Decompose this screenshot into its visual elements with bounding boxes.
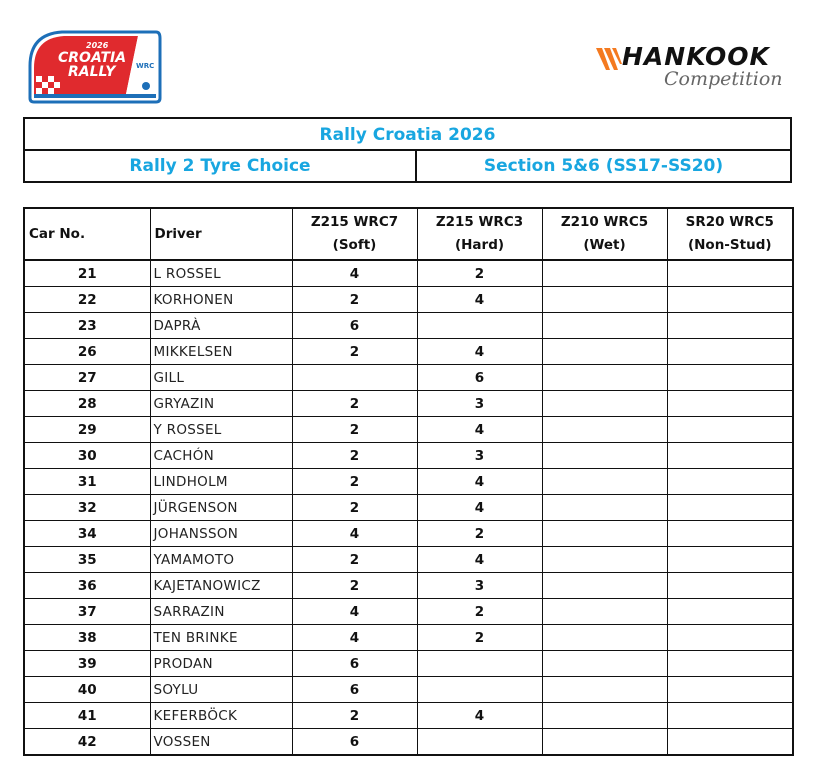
table-header-row [24, 208, 793, 260]
qty-soft: 2 [292, 391, 417, 417]
qty-hard: 4 [417, 495, 542, 521]
driver-name: SARRAZIN [150, 599, 292, 625]
car-number: 26 [24, 339, 150, 365]
qty-soft: 6 [292, 651, 417, 677]
qty-soft: 2 [292, 703, 417, 729]
qty-hard: 2 [417, 625, 542, 651]
driver-name: GRYAZIN [150, 391, 292, 417]
table-row [24, 521, 793, 547]
hankook-emblem-icon [592, 44, 622, 74]
qty-soft: 2 [292, 547, 417, 573]
tyre-choice-table [23, 207, 794, 756]
qty-wet [542, 625, 667, 651]
driver-name: YAMAMOTO [150, 547, 292, 573]
car-number: 21 [24, 260, 150, 287]
tyre-hard-name: Z215 WRC3 [435, 214, 524, 230]
qty-nonstud [667, 703, 793, 729]
qty-soft: 6 [292, 729, 417, 756]
qty-nonstud [667, 625, 793, 651]
table-row [24, 287, 793, 313]
driver-name: JOHANSSON [150, 521, 292, 547]
qty-nonstud [667, 495, 793, 521]
qty-hard: 3 [417, 443, 542, 469]
car-number: 29 [24, 417, 150, 443]
driver-name: MIKKELSEN [150, 339, 292, 365]
table-row [24, 365, 793, 391]
car-number: 39 [24, 651, 150, 677]
tyre-hard-type: (Hard) [454, 237, 505, 253]
logo-line2: RALLY [68, 64, 116, 80]
driver-name: PRODAN [150, 651, 292, 677]
qty-wet [542, 260, 667, 287]
qty-wet [542, 573, 667, 599]
table-row [24, 703, 793, 729]
section-label: Section 5&6 (SS17-SS20) [483, 156, 724, 176]
qty-wet [542, 547, 667, 573]
qty-soft: 6 [292, 677, 417, 703]
driver-name: L ROSSEL [150, 260, 292, 287]
car-number: 30 [24, 443, 150, 469]
qty-nonstud [667, 599, 793, 625]
qty-hard: 4 [417, 339, 542, 365]
croatia-rally-logo [22, 28, 164, 104]
qty-wet [542, 469, 667, 495]
qty-hard: 4 [417, 703, 542, 729]
qty-soft: 2 [292, 573, 417, 599]
car-number: 27 [24, 365, 150, 391]
car-number: 35 [24, 547, 150, 573]
car-number: 34 [24, 521, 150, 547]
car-number: 31 [24, 469, 150, 495]
car-number: 38 [24, 625, 150, 651]
tyre-wet-name: Z210 WRC5 [560, 214, 649, 230]
qty-wet [542, 521, 667, 547]
qty-wet [542, 677, 667, 703]
driver-name: Y ROSSEL [150, 417, 292, 443]
qty-wet [542, 729, 667, 756]
car-number: 28 [24, 391, 150, 417]
qty-soft: 4 [292, 599, 417, 625]
qty-nonstud [667, 547, 793, 573]
driver-name: VOSSEN [150, 729, 292, 756]
qty-soft: 4 [292, 625, 417, 651]
page-title: Rally Croatia 2026 [25, 119, 790, 151]
header-tyre-soft [292, 208, 417, 260]
logo-badge: WRC [136, 62, 155, 70]
qty-nonstud [667, 339, 793, 365]
qty-soft: 2 [292, 287, 417, 313]
table-row [24, 651, 793, 677]
hankook-wordmark: HANKOOK [622, 42, 770, 71]
header-box [23, 117, 792, 183]
qty-hard [417, 729, 542, 756]
qty-hard: 3 [417, 391, 542, 417]
qty-nonstud [667, 729, 793, 756]
qty-soft: 2 [292, 469, 417, 495]
driver-name: KAJETANOWICZ [150, 573, 292, 599]
hankook-subtitle: Competition [664, 68, 783, 90]
qty-wet [542, 287, 667, 313]
qty-hard: 4 [417, 547, 542, 573]
qty-hard: 4 [417, 417, 542, 443]
qty-wet [542, 391, 667, 417]
driver-name: TEN BRINKE [150, 625, 292, 651]
table-row [24, 391, 793, 417]
hankook-logo [592, 42, 788, 100]
header-tyre-nonstud [667, 208, 793, 260]
table-row [24, 313, 793, 339]
driver-name: JÜRGENSON [150, 495, 292, 521]
table-row [24, 547, 793, 573]
tyre-soft-name: Z215 WRC7 [310, 214, 399, 230]
table-row [24, 573, 793, 599]
qty-soft: 2 [292, 339, 417, 365]
driver-name: KORHONEN [150, 287, 292, 313]
tyre-soft-type: (Soft) [332, 237, 377, 253]
driver-name: KEFERBÖCK [150, 703, 292, 729]
qty-hard [417, 651, 542, 677]
table-row [24, 469, 793, 495]
qty-hard [417, 677, 542, 703]
header-driver: Driver [150, 208, 292, 260]
qty-wet [542, 365, 667, 391]
qty-nonstud [667, 391, 793, 417]
table-row [24, 260, 793, 287]
qty-soft: 4 [292, 260, 417, 287]
qty-hard [417, 313, 542, 339]
qty-nonstud [667, 651, 793, 677]
qty-soft: 4 [292, 521, 417, 547]
driver-name: DAPRÀ [150, 313, 292, 339]
qty-hard: 6 [417, 365, 542, 391]
qty-wet [542, 651, 667, 677]
qty-wet [542, 313, 667, 339]
table-row [24, 677, 793, 703]
car-number: 40 [24, 677, 150, 703]
driver-name: LINDHOLM [150, 469, 292, 495]
table-row [24, 599, 793, 625]
qty-soft: 6 [292, 313, 417, 339]
qty-wet [542, 417, 667, 443]
car-number: 32 [24, 495, 150, 521]
header-tyre-hard [417, 208, 542, 260]
qty-nonstud [667, 677, 793, 703]
qty-soft [292, 365, 417, 391]
qty-nonstud [667, 260, 793, 287]
table-row [24, 625, 793, 651]
table-row [24, 443, 793, 469]
qty-nonstud [667, 573, 793, 599]
car-number: 37 [24, 599, 150, 625]
table-row [24, 729, 793, 756]
qty-wet [542, 703, 667, 729]
qty-hard: 4 [417, 287, 542, 313]
qty-soft: 2 [292, 443, 417, 469]
qty-wet [542, 599, 667, 625]
car-number: 42 [24, 729, 150, 756]
qty-hard: 2 [417, 599, 542, 625]
table-row [24, 339, 793, 365]
car-number: 23 [24, 313, 150, 339]
driver-name: SOYLU [150, 677, 292, 703]
qty-nonstud [667, 417, 793, 443]
header-tyre-wet [542, 208, 667, 260]
qty-wet [542, 339, 667, 365]
qty-wet [542, 495, 667, 521]
qty-hard: 2 [417, 260, 542, 287]
tyre-wet-type: (Wet) [583, 237, 626, 253]
qty-soft: 2 [292, 417, 417, 443]
car-number: 36 [24, 573, 150, 599]
car-number: 41 [24, 703, 150, 729]
driver-name: CACHÓN [150, 443, 292, 469]
logo-line1: CROATIA [58, 50, 127, 66]
tyre-nonstud-type: (Non-Stud) [687, 237, 772, 253]
car-number: 22 [24, 287, 150, 313]
table-row [24, 495, 793, 521]
qty-nonstud [667, 365, 793, 391]
qty-soft: 2 [292, 495, 417, 521]
qty-hard: 3 [417, 573, 542, 599]
qty-nonstud [667, 287, 793, 313]
qty-hard: 4 [417, 469, 542, 495]
qty-nonstud [667, 313, 793, 339]
table-row [24, 417, 793, 443]
tyre-nonstud-name: SR20 WRC5 [685, 214, 774, 230]
driver-name: GILL [150, 365, 292, 391]
qty-wet [542, 443, 667, 469]
qty-hard: 2 [417, 521, 542, 547]
header-car-no: Car No. [24, 208, 150, 260]
qty-nonstud [667, 443, 793, 469]
qty-nonstud [667, 521, 793, 547]
tyre-choice-label: Rally 2 Tyre Choice [25, 151, 417, 181]
logo-year: 2026 [86, 41, 109, 50]
qty-nonstud [667, 469, 793, 495]
